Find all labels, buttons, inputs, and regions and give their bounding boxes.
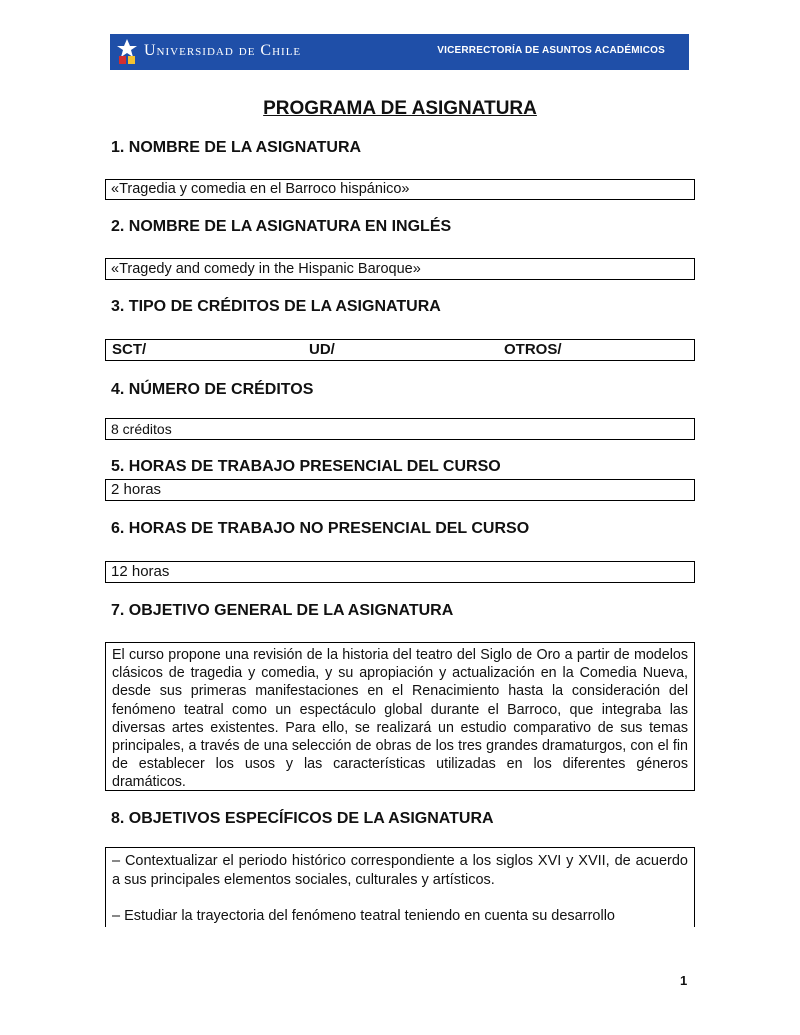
- general-objective-text: El curso propone una revisión de la historia del teatro del Siglo de Oro a partir de modelos clásicos de tragedia y comedia, y su apropiación y actualización en la Comedia Nueva, desde sus primeras manifestaciones en el Renacimiento hasta la consideración del fenómeno teatral como un espectáculo global durante el Barroco, que integraba las diversas artes existentes. Para ello, se realizará un estudio comparativo de sus temas principales, a través de una selección de obras de los tres grandes dramaturgos, con el fin de establecer los usos y las características utilizadas en los diferentes géneros dramáticos.: [112, 647, 688, 791]
- specific-objectives-box: [105, 847, 695, 927]
- page-title: PROGRAMA DE ASIGNATURA: [263, 98, 537, 119]
- section-1-heading: 1. NOMBRE DE LA ASIGNATURA: [111, 139, 362, 156]
- specific-objective-item: – Estudiar la trayectoria del fenómeno teatral teniendo en cuenta su desarrollo: [112, 908, 615, 924]
- presential-hours-box: [105, 479, 695, 501]
- vicerrectoria-label: VICERRECTORÍA DE ASUNTOS ACADÉMICOS: [437, 45, 665, 56]
- section-7-heading: 7. OBJETIVO GENERAL DE LA ASIGNATURA: [111, 602, 454, 619]
- section-3-heading: 3. TIPO DE CRÉDITOS DE LA ASIGNATURA: [111, 298, 441, 315]
- non-presential-hours-box: [105, 561, 695, 583]
- course-name-english-value: «Tragedy and comedy in the Hispanic Baroque»: [111, 261, 421, 277]
- section-8-heading: 8. OBJETIVOS ESPECÍFICOS DE LA ASIGNATURA: [111, 810, 494, 827]
- section-5-heading: 5. HORAS DE TRABAJO PRESENCIAL DEL CURSO: [111, 458, 501, 475]
- non-presential-hours-value: 12 horas: [111, 563, 170, 580]
- credits-number-value: 8 créditos: [111, 421, 172, 437]
- course-name-english-box: [105, 258, 695, 280]
- page-number: 1: [680, 973, 688, 988]
- course-name-box: [105, 179, 695, 200]
- credit-sct: SCT/: [112, 341, 147, 358]
- general-objective-box: [105, 642, 695, 791]
- section-2-heading: 2. NOMBRE DE LA ASIGNATURA EN INGLÉS: [111, 218, 452, 235]
- presential-hours-value: 2 horas: [111, 481, 162, 498]
- university-name: Universidad de Chile: [144, 42, 302, 59]
- credits-number-box: [105, 418, 695, 440]
- credit-otros: OTROS/: [504, 341, 562, 358]
- university-crest-icon: [116, 38, 138, 66]
- header-banner: [110, 34, 689, 70]
- specific-objective-item: – Contextualizar el periodo histórico correspondiente a los siglos XVI y XVII, de acuerdo a sus principales elementos sociales, culturales y artísticos.: [112, 853, 688, 888]
- credit-type-box: [105, 339, 695, 361]
- section-4-heading: 4. NÚMERO DE CRÉDITOS: [111, 381, 314, 398]
- section-6-heading: 6. HORAS DE TRABAJO NO PRESENCIAL DEL CURSO: [111, 520, 530, 537]
- course-name-value: «Tragedia y comedia en el Barroco hispánico»: [111, 181, 410, 197]
- credit-ud: UD/: [309, 341, 335, 358]
